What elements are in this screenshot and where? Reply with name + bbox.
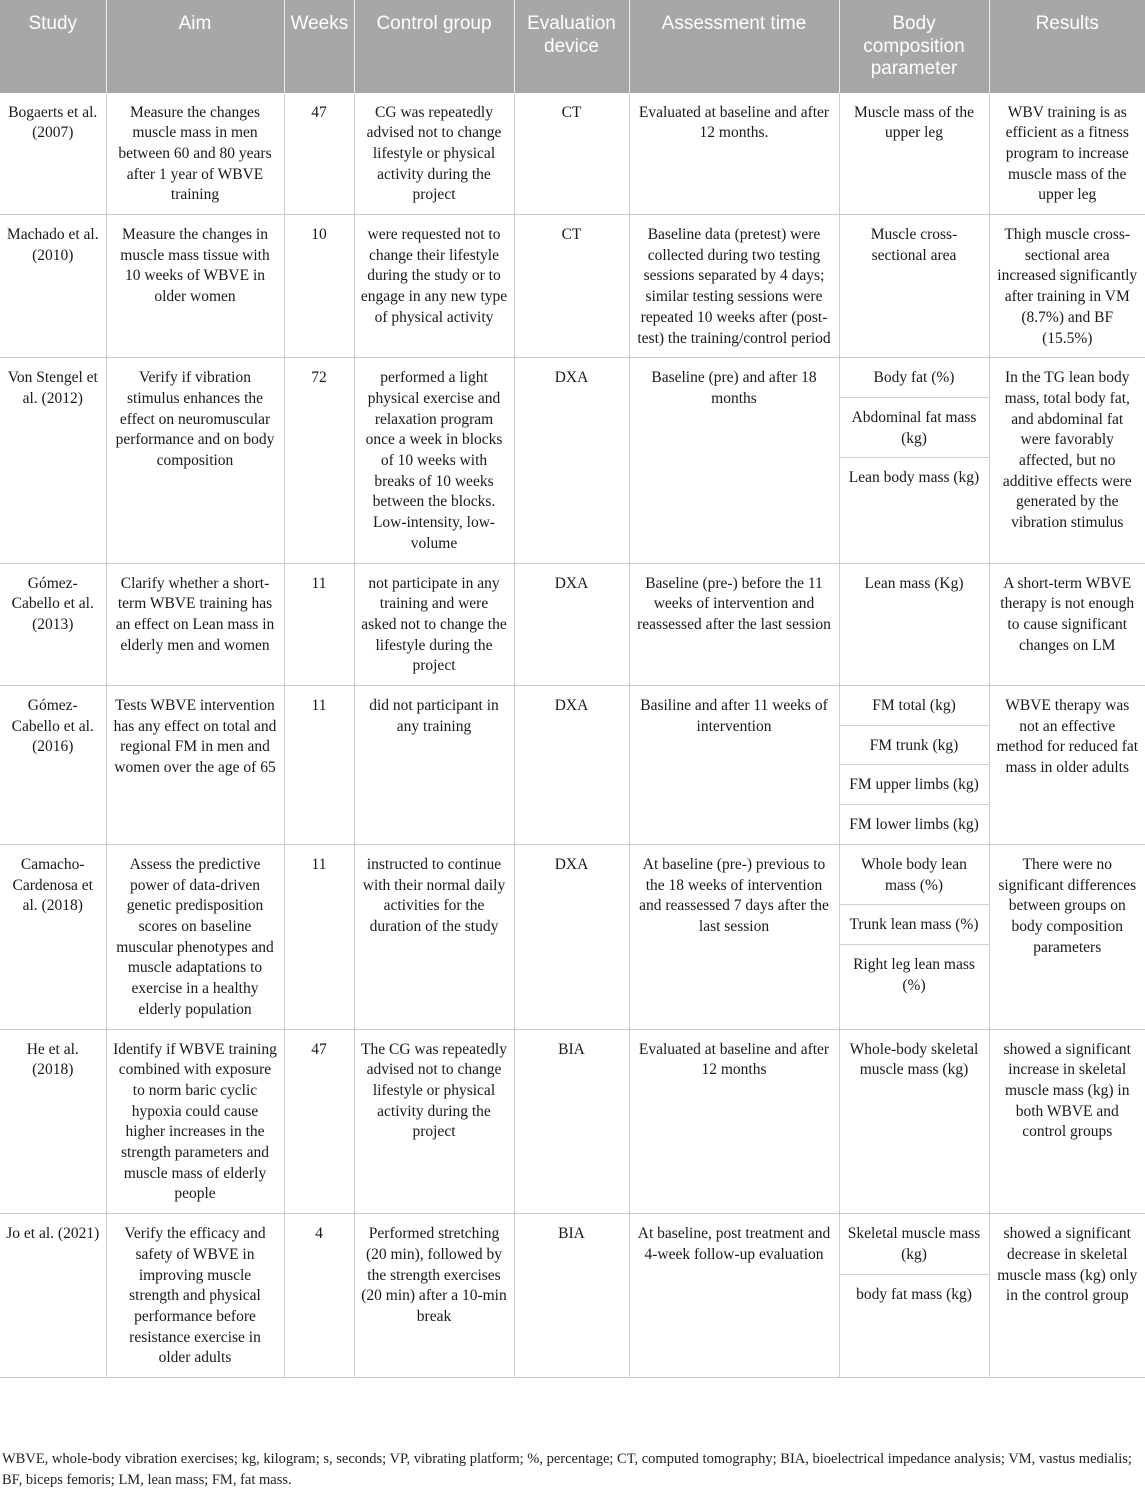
body-composition-cell: [839, 686, 989, 845]
body-composition-item: body fat mass (kg): [856, 1285, 972, 1303]
weeks-cell: 10: [284, 215, 354, 358]
header-aim: Aim: [106, 0, 284, 93]
body-composition-cell: [839, 844, 989, 1029]
study-cell: Gómez-Cabello et al. (2016): [0, 686, 106, 845]
results-cell: WBVE therapy was not an effective method for reduced fat mass in older adults: [989, 686, 1145, 845]
weeks-cell: 72: [284, 358, 354, 563]
body-composition-item: Skeletal muscle mass (kg): [840, 1214, 989, 1274]
results-cell: WBV training is as efficient as a fitness program to increase muscle mass of the upper leg: [989, 93, 1145, 215]
evaluation-device-cell: DXA: [514, 686, 629, 845]
control-group-cell: did not participant in any training: [354, 686, 514, 845]
body-composition-item: Lean body mass (kg): [848, 469, 980, 487]
header-evaluation-device: Evaluation device: [514, 0, 629, 93]
weeks-cell: 47: [284, 1029, 354, 1214]
aim-cell: Measure the changes muscle mass in men between 60 and 80 years after 1 year of WBVE training: [106, 93, 284, 215]
table-row: [0, 1029, 1145, 1214]
weeks-cell: 4: [284, 1214, 354, 1378]
study-cell: Von Stengel et al. (2012): [0, 358, 106, 563]
weeks-cell: 47: [284, 93, 354, 215]
body-composition-cell: [839, 1214, 989, 1378]
header-assessment-time: Assessment time: [629, 0, 839, 93]
table-row: [0, 844, 1145, 1029]
control-group-cell: The CG was repeatedly advised not to change lifestyle or physical activity during the project: [354, 1029, 514, 1214]
results-cell: showed a significant increase in skeletal muscle mass (kg) in both WBVE and control groups: [989, 1029, 1145, 1214]
assessment-time-cell: Evaluated at baseline and after 12 months: [629, 1029, 839, 1214]
study-cell: He et al. (2018): [0, 1029, 106, 1214]
header-body-composition: Body composition parameter: [839, 0, 989, 93]
evaluation-device-cell: BIA: [514, 1214, 629, 1378]
aim-cell: Verify if vibration stimulus enhances the effect on neuromuscular performance and on body composition: [106, 358, 284, 563]
evaluation-device-cell: DXA: [514, 563, 629, 686]
control-group-cell: instructed to continue with their normal daily activities for the duration of the study: [354, 844, 514, 1029]
study-cell: Gómez-Cabello et al. (2013): [0, 563, 106, 686]
study-cell: Camacho-Cardenosa et al. (2018): [0, 844, 106, 1029]
table-row: [0, 1214, 1145, 1378]
aim-cell: Clarify whether a short-term WBVE training has an effect on Lean mass in elderly men and women: [106, 563, 284, 686]
assessment-time-cell: Basiline and after 11 weeks of intervention: [629, 686, 839, 845]
table-row: [0, 563, 1145, 686]
study-cell: Jo et al. (2021): [0, 1214, 106, 1378]
body-composition-item: FM total (kg): [840, 686, 989, 726]
results-cell: A short-term WBVE therapy is not enough to cause significant changes on LM: [989, 563, 1145, 686]
body-composition-cell: [839, 93, 989, 215]
body-composition-item: Right leg lean mass (%): [853, 956, 975, 994]
aim-cell: Tests WBVE intervention has any effect on total and regional FM in men and women over the age of 65: [106, 686, 284, 845]
body-composition-item: Whole body lean mass (%): [840, 845, 989, 905]
body-composition-cell: [839, 563, 989, 686]
body-composition-item: Body fat (%): [840, 358, 989, 398]
aim-cell: Measure the changes in muscle mass tissue with 10 weeks of WBVE in older women: [106, 215, 284, 358]
header-weeks: Weeks: [284, 0, 354, 93]
table-footnote: WBVE, whole-body vibration exercises; kg, kilogram; s, seconds; VP, vibrating platform; %, percentage; CT, computed tomography; BIA, bioelectrical impedance analysis; VM, vastus medialis; BF, biceps femoris; LM, lean mass; FM, fat mass.: [2, 1451, 1132, 1488]
control-group-cell: were requested not to change their lifestyle during the study or to engage in any new type of physical activity: [354, 215, 514, 358]
control-group-cell: not participate in any training and were asked not to change the lifestyle during the project: [354, 563, 514, 686]
body-composition-item: Muscle cross-sectional area: [870, 226, 958, 264]
table-header-row: [0, 0, 1145, 93]
assessment-time-cell: Evaluated at baseline and after 12 months.: [629, 93, 839, 215]
study-cell: Bogaerts et al. (2007): [0, 93, 106, 215]
body-composition-item: FM lower limbs (kg): [849, 816, 979, 834]
body-composition-cell: [839, 1029, 989, 1214]
evaluation-device-cell: DXA: [514, 358, 629, 563]
evaluation-device-cell: DXA: [514, 844, 629, 1029]
control-group-cell: Performed stretching (20 min), followed by the strength exercises (20 min) after a 10-min break: [354, 1214, 514, 1378]
table-row: [0, 358, 1145, 563]
aim-cell: Identify if WBVE training combined with exposure to norm baric cyclic hypoxia could cause higher increases in the strength parameters and muscle mass of elderly people: [106, 1029, 284, 1214]
body-composition-cell: [839, 215, 989, 358]
body-composition-item: FM upper limbs (kg): [840, 765, 989, 805]
assessment-time-cell: At baseline, post treatment and 4-week follow-up evaluation: [629, 1214, 839, 1378]
results-cell: showed a significant decrease in skeletal muscle mass (kg) only in the control group: [989, 1214, 1145, 1378]
weeks-cell: 11: [284, 563, 354, 686]
results-cell: Thigh muscle cross-sectional area increased significantly after training in VM (8.7%) and BF (15.5%): [989, 215, 1145, 358]
body-composition-cell: [839, 358, 989, 563]
header-study: Study: [0, 0, 106, 93]
aim-cell: Assess the predictive power of data-driven genetic predisposition scores on baseline muscular phenotypes and muscle adaptations to exercise in a healthy elderly population: [106, 844, 284, 1029]
control-group-cell: performed a light physical exercise and relaxation program once a week in blocks of 10 weeks with breaks of 10 weeks between the blocks. Low-intensity, low-volume: [354, 358, 514, 563]
evaluation-device-cell: CT: [514, 215, 629, 358]
assessment-time-cell: Baseline (pre-) before the 11 weeks of intervention and reassessed after the last session: [629, 563, 839, 686]
evaluation-device-cell: BIA: [514, 1029, 629, 1214]
weeks-cell: 11: [284, 686, 354, 845]
evaluation-device-cell: CT: [514, 93, 629, 215]
assessment-time-cell: At baseline (pre-) previous to the 18 weeks of intervention and reassessed 7 days after the last session: [629, 844, 839, 1029]
assessment-time-cell: Baseline (pre) and after 18 months: [629, 358, 839, 563]
assessment-time-cell: Baseline data (pretest) were collected during two testing sessions separated by 4 days; similar testing sessions were repeated 10 weeks after (post-test) the training/control period: [629, 215, 839, 358]
aim-cell: Verify the efficacy and safety of WBVE in improving muscle strength and physical performance before resistance exercise in older adults: [106, 1214, 284, 1378]
body-composition-item: Trunk lean mass (%): [840, 905, 989, 945]
body-composition-item: Muscle mass of the upper leg: [853, 103, 975, 142]
weeks-cell: 11: [284, 844, 354, 1029]
body-composition-item: Abdominal fat mass (kg): [840, 398, 989, 458]
results-cell: In the TG lean body mass, total body fat, and abdominal fat were favorably affected, but no additive effects were generated by the vibration stimulus: [989, 358, 1145, 563]
header-control-group: Control group: [354, 0, 514, 93]
study-cell: Machado et al. (2010): [0, 215, 106, 358]
table-body: [0, 93, 1145, 1378]
header-results: Results: [989, 0, 1145, 93]
table-row: [0, 93, 1145, 215]
control-group-cell: CG was repeatedly advised not to change lifestyle or physical activity during the project: [354, 93, 514, 215]
table-row: [0, 686, 1145, 845]
body-composition-item: FM trunk (kg): [840, 726, 989, 766]
body-composition-item: Lean mass (Kg): [864, 574, 964, 592]
body-composition-item: Whole-body skeletal muscle mass (kg): [849, 1040, 979, 1079]
results-cell: There were no significant differences between groups on body composition parameters: [989, 844, 1145, 1029]
table-row: [0, 215, 1145, 358]
